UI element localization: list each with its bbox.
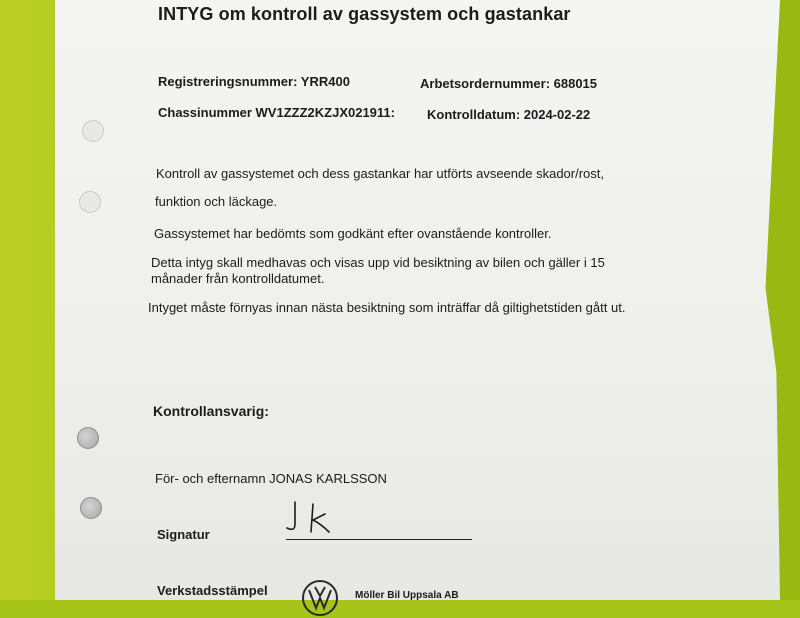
punch-hole	[80, 497, 102, 519]
paragraph-renewal: Intyget måste förnyas innan nästa besiktning som inträffar då giltighetstiden gått ut.	[148, 300, 626, 315]
punch-hole	[79, 191, 101, 213]
signature-label: Signatur	[157, 527, 210, 542]
paragraph-validity-line1: Detta intyg skall medhavas och visas upp vid besiktning av bilen och gäller i 15	[151, 255, 605, 270]
chassis-number: Chassinummer WV1ZZZ2KZJX021911:	[158, 105, 395, 120]
name-line: För- och efternamn JONAS KARLSSON	[155, 471, 387, 486]
signature-line	[286, 539, 472, 540]
paragraph-approved: Gassystemet har bedömts som godkänt efter ovanstående kontroller.	[154, 226, 552, 241]
handwritten-signature	[283, 498, 343, 538]
vw-logo-icon	[300, 578, 340, 618]
document-title: INTYG om kontroll av gassystem och gastankar	[158, 4, 571, 24]
paragraph-inspection-line2: funktion och läckage.	[155, 194, 278, 209]
workshop-stamp-text: Möller Bil Uppsala AB	[355, 590, 459, 601]
inspection-date: Kontrolldatum: 2024-02-22	[427, 107, 591, 122]
registration-number: Registreringsnummer: YRR400	[158, 74, 350, 89]
work-order-number: Arbetsordernummer: 688015	[420, 76, 598, 91]
responsible-heading: Kontrollansvarig:	[153, 403, 269, 419]
punch-hole	[77, 427, 99, 449]
stamp-label: Verkstadsstämpel	[157, 583, 268, 598]
paragraph-inspection-line1: Kontroll av gassystemet och dess gastankar har utförts avseende skador/rost,	[156, 166, 605, 181]
paragraph-validity-line2: månader från kontrolldatumet.	[151, 271, 325, 286]
punch-hole	[82, 120, 104, 142]
